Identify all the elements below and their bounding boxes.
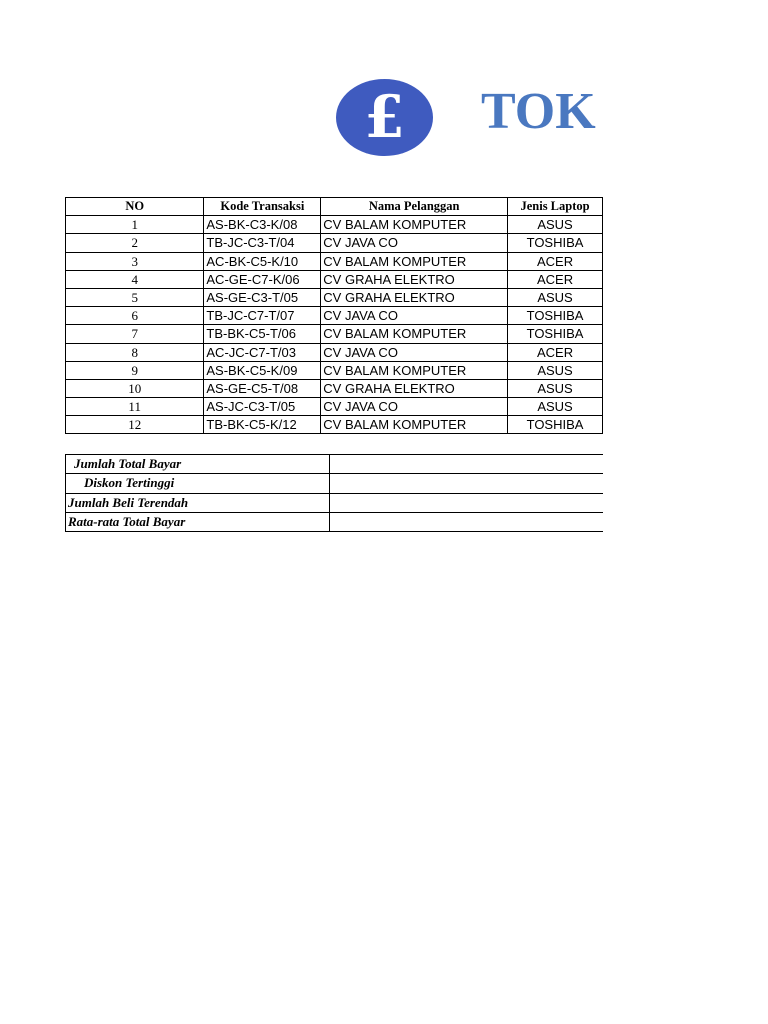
cell-nama-pelanggan[interactable]: CV BALAM KOMPUTER [321, 361, 508, 379]
cell-no[interactable]: 10 [66, 379, 204, 397]
cell-nama-pelanggan[interactable]: CV BALAM KOMPUTER [321, 216, 508, 234]
cell-kode-transaksi[interactable]: AC-GE-C7-K/06 [204, 270, 321, 288]
cell-no[interactable]: 9 [66, 361, 204, 379]
summary-value[interactable] [330, 474, 603, 493]
cell-kode-transaksi[interactable]: AS-BK-C3-K/08 [204, 216, 321, 234]
cell-kode-transaksi[interactable]: TB-BK-C5-T/06 [204, 325, 321, 343]
cell-nama-pelanggan[interactable]: CV BALAM KOMPUTER [321, 416, 508, 434]
summary-row [66, 455, 604, 474]
cell-jenis-laptop[interactable]: ASUS [508, 216, 603, 234]
summary-label: Jumlah Total Bayar [66, 455, 330, 474]
cell-jenis-laptop[interactable]: ACER [508, 270, 603, 288]
logo [336, 79, 433, 156]
summary-label: Jumlah Beli Terendah [66, 493, 330, 512]
summary-label: Diskon Tertinggi [66, 474, 330, 493]
cell-no[interactable]: 4 [66, 270, 204, 288]
page-title: TOK [481, 83, 596, 140]
cell-kode-transaksi[interactable]: AS-JC-C3-T/05 [204, 398, 321, 416]
column-header-jenis-laptop: Jenis Laptop [508, 198, 603, 216]
column-header-kode-transaksi: Kode Transaksi [204, 198, 321, 216]
cell-nama-pelanggan[interactable]: CV JAVA CO [321, 307, 508, 325]
table-row [66, 234, 603, 252]
cell-kode-transaksi[interactable]: AS-GE-C3-T/05 [204, 288, 321, 306]
cell-no[interactable]: 7 [66, 325, 204, 343]
cell-no[interactable]: 11 [66, 398, 204, 416]
cell-nama-pelanggan[interactable]: CV JAVA CO [321, 398, 508, 416]
cell-jenis-laptop[interactable]: ASUS [508, 361, 603, 379]
summary-value[interactable] [330, 455, 603, 474]
cell-jenis-laptop[interactable]: ASUS [508, 398, 603, 416]
table-row [66, 325, 603, 343]
column-header-no: NO [66, 198, 204, 216]
summary-label: Rata-rata Total Bayar [66, 512, 330, 531]
pound-icon: £ [364, 82, 405, 151]
cell-nama-pelanggan[interactable]: CV GRAHA ELEKTRO [321, 270, 508, 288]
cell-no[interactable]: 3 [66, 252, 204, 270]
summary-row [66, 474, 604, 493]
cell-kode-transaksi[interactable]: AC-BK-C5-K/10 [204, 252, 321, 270]
cell-nama-pelanggan[interactable]: CV BALAM KOMPUTER [321, 325, 508, 343]
cell-jenis-laptop[interactable]: TOSHIBA [508, 416, 603, 434]
cell-no[interactable]: 12 [66, 416, 204, 434]
cell-jenis-laptop[interactable]: ASUS [508, 288, 603, 306]
cell-jenis-laptop[interactable]: TOSHIBA [508, 234, 603, 252]
table-row [66, 343, 603, 361]
cell-jenis-laptop[interactable]: TOSHIBA [508, 325, 603, 343]
summary-value[interactable] [330, 512, 603, 531]
cell-no[interactable]: 6 [66, 307, 204, 325]
cell-jenis-laptop[interactable]: ASUS [508, 379, 603, 397]
summary-row [66, 493, 604, 512]
cell-nama-pelanggan[interactable]: CV JAVA CO [321, 234, 508, 252]
table-row [66, 361, 603, 379]
summary-table [65, 454, 603, 532]
cell-kode-transaksi[interactable]: TB-JC-C3-T/04 [204, 234, 321, 252]
table-row [66, 307, 603, 325]
column-header-nama-pelanggan: Nama Pelanggan [321, 198, 508, 216]
cell-jenis-laptop[interactable]: TOSHIBA [508, 307, 603, 325]
cell-kode-transaksi[interactable]: TB-BK-C5-K/12 [204, 416, 321, 434]
table-header-row [66, 198, 603, 216]
cell-jenis-laptop[interactable]: ACER [508, 343, 603, 361]
cell-nama-pelanggan[interactable]: CV BALAM KOMPUTER [321, 252, 508, 270]
table-row [66, 288, 603, 306]
cell-kode-transaksi[interactable]: AC-JC-C7-T/03 [204, 343, 321, 361]
summary-row [66, 512, 604, 531]
summary-value[interactable] [330, 493, 603, 512]
table-row [66, 379, 603, 397]
cell-no[interactable]: 1 [66, 216, 204, 234]
cell-kode-transaksi[interactable]: AS-GE-C5-T/08 [204, 379, 321, 397]
table-row [66, 270, 603, 288]
cell-nama-pelanggan[interactable]: CV JAVA CO [321, 343, 508, 361]
table-row [66, 398, 603, 416]
transaction-table [65, 197, 603, 434]
cell-no[interactable]: 5 [66, 288, 204, 306]
cell-jenis-laptop[interactable]: ACER [508, 252, 603, 270]
cell-nama-pelanggan[interactable]: CV GRAHA ELEKTRO [321, 379, 508, 397]
cell-no[interactable]: 8 [66, 343, 204, 361]
table-row [66, 252, 603, 270]
cell-no[interactable]: 2 [66, 234, 204, 252]
table-row [66, 416, 603, 434]
table-row [66, 216, 603, 234]
cell-kode-transaksi[interactable]: AS-BK-C5-K/09 [204, 361, 321, 379]
cell-kode-transaksi[interactable]: TB-JC-C7-T/07 [204, 307, 321, 325]
cell-nama-pelanggan[interactable]: CV GRAHA ELEKTRO [321, 288, 508, 306]
